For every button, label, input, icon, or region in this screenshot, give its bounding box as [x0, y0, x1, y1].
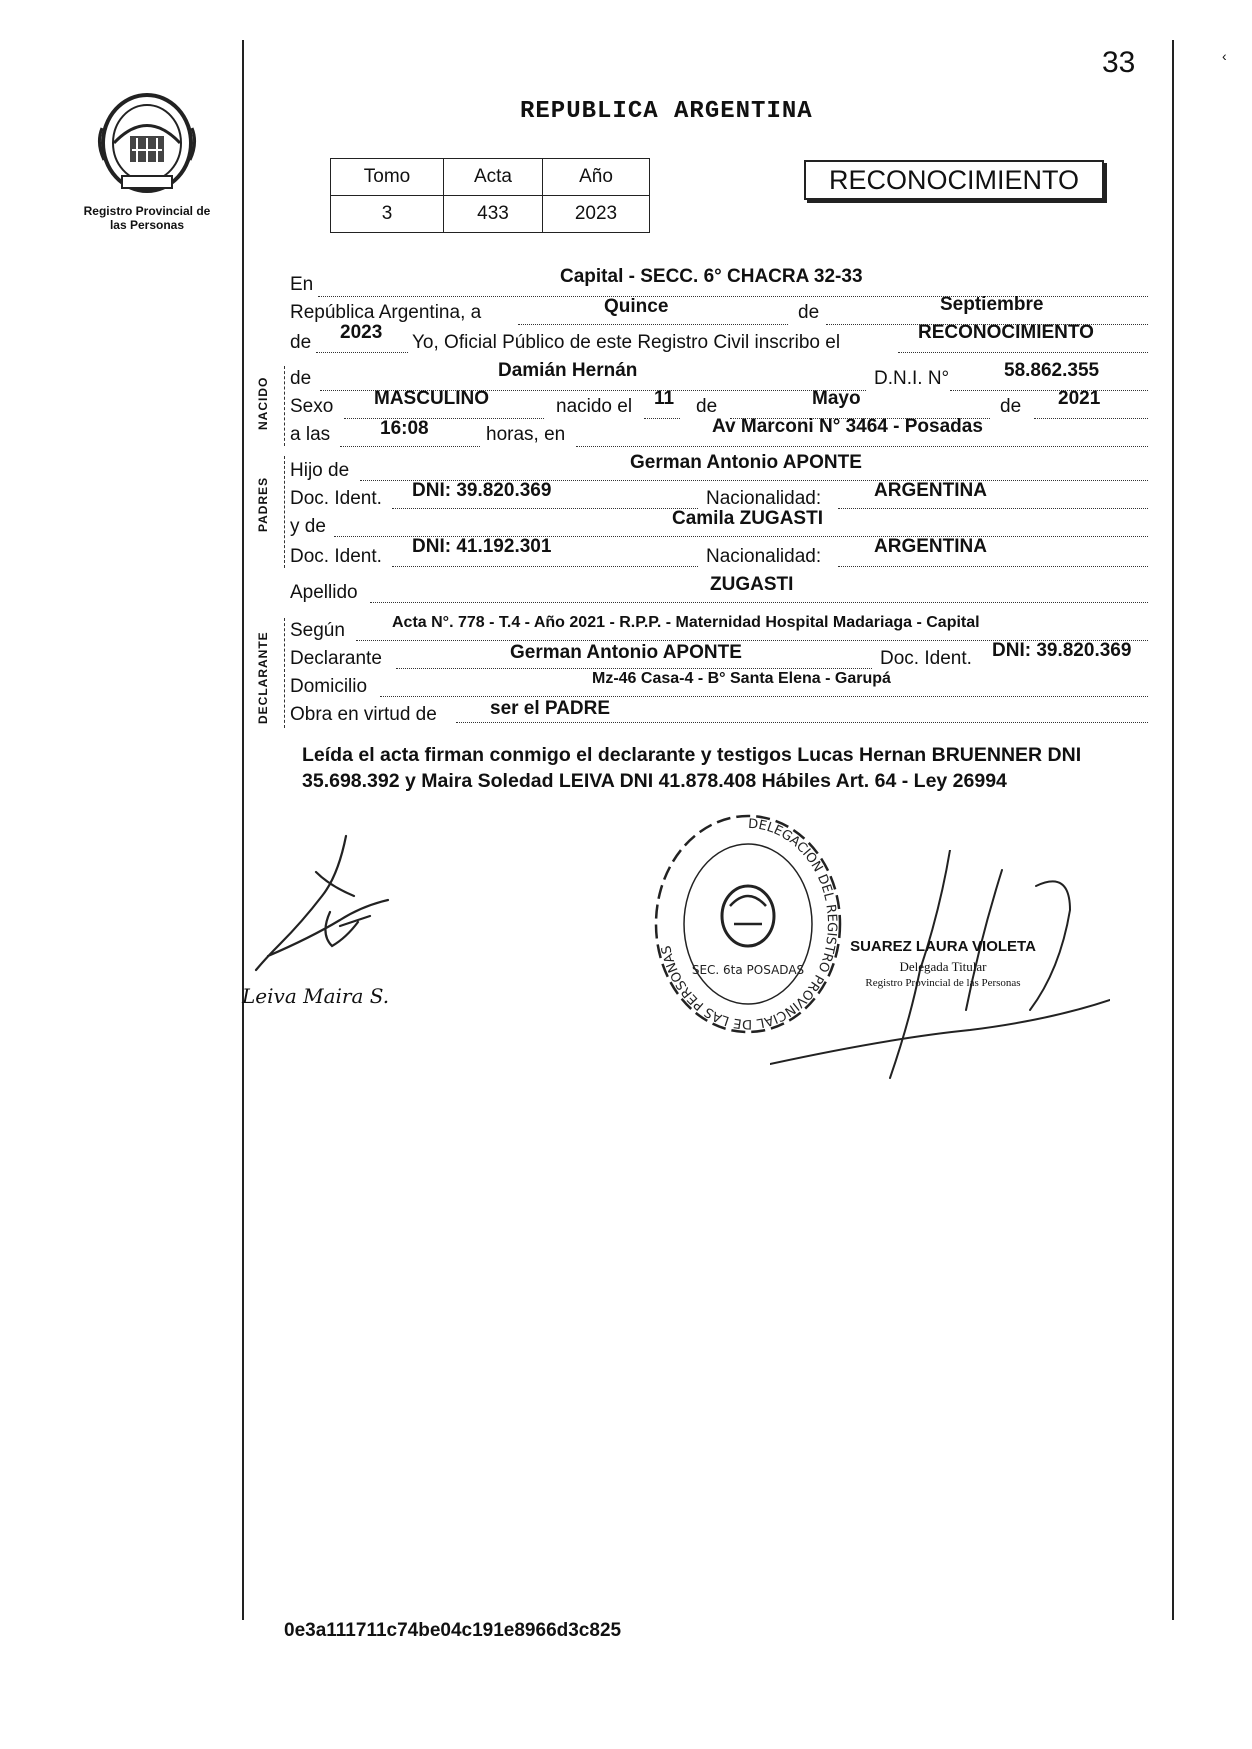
- dotted-line: [1034, 418, 1148, 419]
- label-domicilio: Domicilio: [290, 676, 368, 697]
- label-republica: República Argentina, a: [290, 302, 482, 323]
- mother-nationality: ARGENTINA: [874, 536, 987, 557]
- label-en: En: [290, 274, 314, 295]
- label-nacionalidad-mother: Nacionalidad:: [706, 546, 822, 567]
- father-nationality: ARGENTINA: [874, 480, 987, 501]
- page-number: 33: [1102, 46, 1136, 79]
- official-name: SUAREZ LAURA VIOLETA: [850, 938, 1036, 955]
- label-doc-mother: Doc. Ident.: [290, 546, 382, 567]
- label-nacido-de3: de: [1000, 396, 1022, 417]
- declarante-name: German Antonio APONTE: [510, 642, 742, 663]
- nacido-dni: 58.862.355: [1004, 360, 1100, 381]
- label-year-de: de: [290, 332, 312, 353]
- nacido-bracket: [284, 366, 285, 446]
- nacido-time: 16:08: [380, 418, 429, 439]
- mother-name: Camila ZUGASTI: [672, 508, 823, 529]
- declarante-bracket: [284, 618, 285, 728]
- label-declarante: Declarante: [290, 648, 382, 669]
- declarant-signature: [250, 826, 400, 976]
- nacido-month: Mayo: [812, 388, 861, 409]
- nacido-day: 11: [654, 388, 675, 409]
- stamp-inner-text: SEC. 6ta POSADAS: [691, 963, 805, 977]
- dotted-line: [392, 566, 698, 567]
- dotted-line: [898, 352, 1148, 353]
- nacido-place: Av Marconi N° 3464 - Posadas: [712, 416, 983, 437]
- nacido-name: Damián Hernán: [498, 360, 638, 381]
- issuer-caption: Registro Provincial de las Personas: [83, 204, 211, 232]
- right-margin-line: [1172, 40, 1174, 1620]
- label-apellido: Apellido: [290, 582, 358, 603]
- dotted-line: [340, 446, 480, 447]
- label-nacido-de2: de: [696, 396, 718, 417]
- dotted-line: [380, 696, 1148, 697]
- record-value-ano: 2023: [543, 196, 650, 233]
- label-hijo-de: Hijo de: [290, 460, 350, 481]
- record-value-acta: 433: [444, 196, 543, 233]
- mother-doc: DNI: 41.192.301: [412, 536, 552, 557]
- official-office: Registro Provincial de las Personas: [865, 977, 1021, 989]
- country-title: REPUBLICA ARGENTINA: [520, 98, 813, 125]
- nacido-year: 2021: [1058, 388, 1101, 409]
- label-y-de: y de: [290, 516, 326, 537]
- label-nacionalidad-father: Nacionalidad:: [706, 488, 822, 509]
- label-nacido-de: de: [290, 368, 312, 389]
- registration-act: RECONOCIMIENTO: [918, 322, 1094, 343]
- official-block: [818, 938, 1068, 989]
- dotted-line: [950, 390, 1148, 391]
- declarante-doc: DNI: 39.820.369: [992, 640, 1132, 661]
- nacido-section-label: NACIDO: [256, 376, 270, 430]
- padres-section-label: PADRES: [256, 476, 270, 532]
- witness-signature: Leiva Maira S.: [242, 984, 390, 1008]
- dotted-line: [838, 508, 1148, 509]
- label-dni: D.N.I. N°: [874, 368, 950, 389]
- registration-statement: Yo, Oficial Público de este Registro Civil inscribo el: [412, 332, 841, 353]
- declarante-section-label: DECLARANTE: [256, 631, 270, 724]
- dotted-line: [456, 722, 1148, 723]
- record-header-acta: Acta: [444, 159, 543, 196]
- dotted-line: [344, 418, 544, 419]
- dotted-line: [644, 418, 680, 419]
- nacido-sexo: MASCULINO: [374, 388, 490, 409]
- registration-year: 2023: [340, 322, 383, 343]
- label-horas: horas, en: [486, 424, 566, 445]
- segun-value: Acta N°. 778 - T.4 - Año 2021 - R.P.P. - Maternidad Hospital Madariaga - Capital: [392, 614, 980, 631]
- padres-bracket: [284, 456, 285, 568]
- official-role: Delegada Titular: [899, 959, 987, 974]
- label-segun: Según: [290, 620, 345, 641]
- record-table: [330, 158, 650, 233]
- record-header-ano: Año: [543, 159, 650, 196]
- dotted-line: [576, 446, 1148, 447]
- label-a-las: a las: [290, 424, 331, 445]
- father-name: German Antonio APONTE: [630, 452, 862, 473]
- label-declarante-doc: Doc. Ident.: [880, 648, 972, 669]
- record-header-tomo: Tomo: [331, 159, 444, 196]
- father-doc: DNI: 39.820.369: [412, 480, 552, 501]
- page-mark: ‹: [1222, 48, 1227, 64]
- domicilio-value: Mz-46 Casa-4 - B° Santa Elena - Garupá: [592, 670, 891, 687]
- registration-place: Capital - SECC. 6° CHACRA 32-33: [560, 266, 863, 287]
- left-margin-line: [242, 40, 244, 1620]
- registration-month: Septiembre: [940, 294, 1044, 315]
- obra-value: ser el PADRE: [490, 698, 611, 719]
- dotted-line: [396, 668, 872, 669]
- document-hash: 0e3a111711c74be04c191e8966d3c825: [284, 1620, 622, 1641]
- dotted-line: [316, 352, 408, 353]
- label-de: de: [798, 302, 820, 323]
- dotted-line: [370, 602, 1148, 603]
- label-doc-father: Doc. Ident.: [290, 488, 382, 509]
- record-value-tomo: 3: [331, 196, 444, 233]
- dotted-line: [838, 566, 1148, 567]
- closing-statement: Leída el acta firman conmigo el declarante y testigos Lucas Hernan BRUENNER DNI 35.698.392 y Maira Soledad LEIVA DNI 41.878.408 Hábiles Art. 64 - Ley 26994: [302, 744, 1082, 792]
- stamp-ring-text: DELEGACION DEL REGISTRO PROVINCIAL DE LAS PERSONAS: [659, 816, 840, 1032]
- registration-day: Quince: [604, 296, 669, 317]
- misiones-coat-of-arms-logo: [92, 88, 202, 198]
- label-nacido-el: nacido el: [556, 396, 633, 417]
- dotted-line: [392, 508, 698, 509]
- apellido-value: ZUGASTI: [710, 574, 794, 595]
- label-obra: Obra en virtud de: [290, 704, 437, 725]
- dotted-line: [518, 324, 788, 325]
- record-type-box: RECONOCIMIENTO: [804, 160, 1104, 200]
- label-sexo: Sexo: [290, 396, 334, 417]
